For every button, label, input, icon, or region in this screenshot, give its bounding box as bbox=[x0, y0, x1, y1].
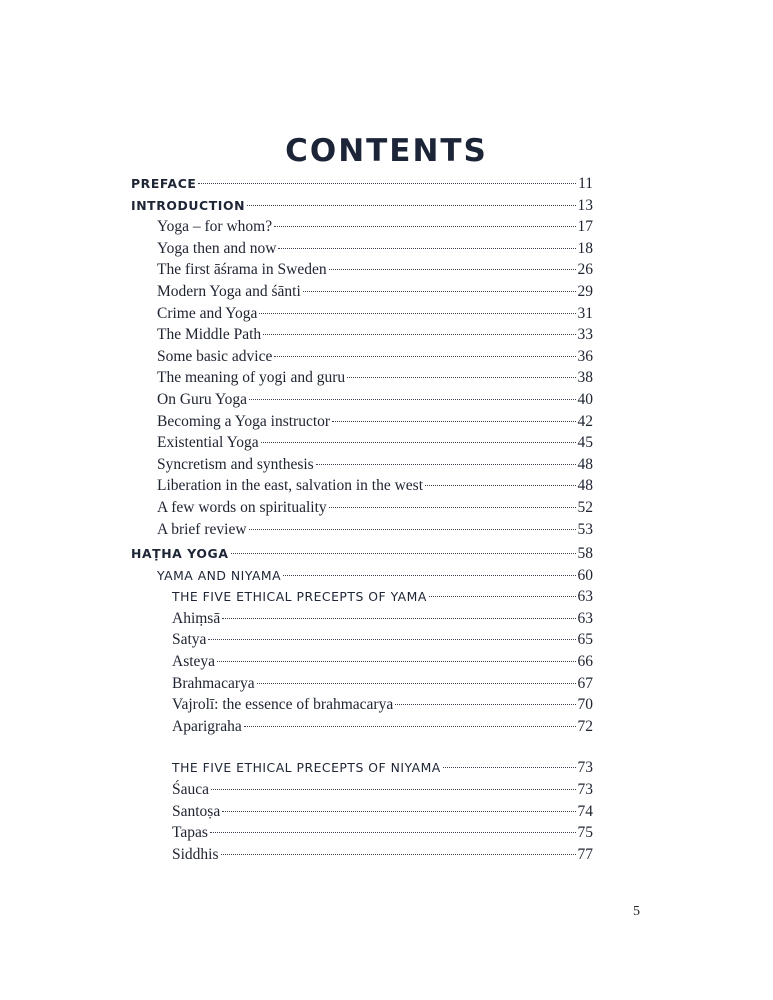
toc-entry bbox=[131, 346, 593, 368]
dot-leader bbox=[222, 811, 575, 812]
toc-entry-page: 48 bbox=[577, 477, 593, 495]
toc-entry-page: 74 bbox=[577, 802, 593, 820]
dot-leader bbox=[244, 726, 576, 727]
dot-leader bbox=[222, 618, 575, 619]
toc-entry bbox=[131, 497, 593, 519]
toc-entry bbox=[131, 303, 593, 325]
toc-entry bbox=[131, 822, 593, 844]
toc-entry-title: Śauca bbox=[172, 781, 210, 799]
toc-entry-title: Syncretism and synthesis bbox=[157, 455, 314, 473]
dot-leader bbox=[316, 464, 576, 465]
toc-entry-page: 31 bbox=[577, 304, 593, 322]
toc-entry-page: 40 bbox=[577, 390, 593, 408]
dot-leader bbox=[198, 183, 576, 184]
toc-entry bbox=[131, 454, 593, 476]
toc-entry bbox=[131, 173, 593, 195]
toc-entry-page: 17 bbox=[577, 218, 593, 236]
dot-leader bbox=[443, 767, 576, 768]
toc-entry-page: 73 bbox=[577, 759, 593, 777]
toc-entry-page: 73 bbox=[577, 781, 593, 799]
toc-entry-title: Aparigraha bbox=[172, 717, 242, 735]
toc-entry-title: Santoṣa bbox=[172, 802, 221, 820]
toc-entry-page: 75 bbox=[577, 824, 593, 842]
toc-entry bbox=[131, 238, 593, 260]
dot-leader bbox=[283, 575, 575, 576]
dot-leader bbox=[208, 639, 575, 640]
dot-leader bbox=[278, 248, 575, 249]
toc-entry-page: 66 bbox=[577, 653, 593, 671]
toc-entry-title: YAMA AND NIYAMA bbox=[157, 567, 282, 583]
toc-entry bbox=[131, 281, 593, 303]
toc-entry-title: HAṬHA YOGA bbox=[131, 546, 229, 562]
toc-entry bbox=[131, 475, 593, 497]
dot-leader bbox=[221, 854, 576, 855]
toc-entry-title: PREFACE bbox=[131, 176, 197, 191]
dot-leader bbox=[210, 832, 576, 833]
toc-entry-title: THE FIVE ETHICAL PRECEPTS OF NIYAMA bbox=[172, 760, 441, 776]
toc-entry bbox=[131, 432, 593, 454]
dot-leader bbox=[249, 529, 576, 530]
toc-entry-title: Siddhis bbox=[172, 845, 219, 863]
dot-leader bbox=[329, 269, 576, 270]
toc-entry-title: Vajrolī: the essence of brahmacarya bbox=[172, 696, 394, 714]
toc-entry-page: 13 bbox=[577, 196, 593, 214]
toc-entry bbox=[131, 608, 593, 630]
toc-entry-title: Satya bbox=[172, 631, 207, 649]
toc-entry-page: 29 bbox=[577, 282, 593, 300]
toc-entry-page: 58 bbox=[577, 545, 593, 563]
toc-entry bbox=[131, 519, 593, 541]
toc-entry-title: Modern Yoga and śānti bbox=[157, 282, 301, 300]
toc-entry-title: A few words on spirituality bbox=[157, 498, 327, 516]
toc-entry-page: 53 bbox=[577, 520, 593, 538]
toc-entry-page: 18 bbox=[577, 239, 593, 257]
toc-entry-page: 36 bbox=[577, 347, 593, 365]
toc-entry-title: Liberation in the east, salvation in the west bbox=[157, 477, 424, 495]
toc-entry bbox=[131, 411, 593, 433]
dot-leader bbox=[429, 596, 576, 597]
toc-entry-title: The Middle Path bbox=[157, 326, 262, 344]
toc-entry-page: 65 bbox=[577, 631, 593, 649]
toc-entry-page: 70 bbox=[577, 696, 593, 714]
dot-leader bbox=[211, 789, 575, 790]
dot-leader bbox=[425, 485, 575, 486]
toc-entry-title: Asteya bbox=[172, 653, 216, 671]
dot-leader bbox=[303, 291, 576, 292]
toc-entry bbox=[131, 694, 593, 716]
toc-entry bbox=[131, 629, 593, 651]
toc-entry-title: Yoga – for whom? bbox=[157, 218, 273, 236]
toc-entry bbox=[131, 389, 593, 411]
toc-entry bbox=[131, 586, 593, 608]
dot-leader bbox=[274, 226, 575, 227]
table-of-contents bbox=[131, 173, 593, 865]
toc-entry-page: 60 bbox=[577, 566, 593, 584]
dot-leader bbox=[329, 507, 576, 508]
dot-leader bbox=[347, 377, 575, 378]
toc-entry-page: 63 bbox=[577, 609, 593, 627]
toc-entry-page: 48 bbox=[577, 455, 593, 473]
toc-entry bbox=[131, 716, 593, 738]
toc-entry bbox=[131, 543, 593, 565]
dot-leader bbox=[263, 334, 575, 335]
dot-leader bbox=[395, 704, 575, 705]
dot-leader bbox=[257, 683, 576, 684]
toc-entry-title: Ahiṃsā bbox=[172, 609, 221, 627]
toc-entry bbox=[131, 324, 593, 346]
toc-entry-title: Tapas bbox=[172, 824, 208, 842]
toc-entry bbox=[131, 195, 593, 217]
toc-entry-page: 42 bbox=[577, 412, 593, 430]
toc-entry bbox=[131, 651, 593, 673]
toc-entry-title: The first āśrama in Sweden bbox=[157, 261, 327, 279]
toc-entry-page: 11 bbox=[578, 175, 593, 192]
toc-entry bbox=[131, 801, 593, 823]
toc-entry-title: A brief review bbox=[157, 520, 247, 538]
toc-entry-title: Brahmacarya bbox=[172, 674, 255, 692]
dot-leader bbox=[249, 399, 576, 400]
dot-leader bbox=[231, 553, 576, 554]
toc-entry-page: 38 bbox=[577, 369, 593, 387]
toc-entry-title: On Guru Yoga bbox=[157, 390, 247, 408]
toc-entry bbox=[131, 565, 593, 587]
dot-leader bbox=[259, 313, 575, 314]
toc-entry-title: Becoming a Yoga instructor bbox=[157, 412, 331, 430]
toc-entry-page: 52 bbox=[577, 498, 593, 516]
dot-leader bbox=[261, 442, 576, 443]
toc-entry bbox=[131, 216, 593, 238]
page-number: 5 bbox=[633, 904, 640, 919]
dot-leader bbox=[274, 356, 575, 357]
toc-entry bbox=[131, 367, 593, 389]
toc-entry-title: The meaning of yogi and guru bbox=[157, 369, 346, 387]
toc-entry bbox=[131, 779, 593, 801]
toc-entry-title: THE FIVE ETHICAL PRECEPTS OF YAMA bbox=[172, 589, 427, 605]
toc-entry-page: 77 bbox=[577, 845, 593, 863]
toc-entry bbox=[131, 673, 593, 695]
toc-entry-title: Existential Yoga bbox=[157, 434, 259, 452]
dot-leader bbox=[247, 205, 575, 206]
dot-leader bbox=[217, 661, 575, 662]
toc-entry-title: Crime and Yoga bbox=[157, 304, 258, 322]
toc-entry-page: 33 bbox=[577, 326, 593, 344]
toc-entry-page: 67 bbox=[577, 674, 593, 692]
toc-entry-title: Some basic advice bbox=[157, 347, 273, 365]
page-title: CONTENTS bbox=[285, 132, 488, 169]
toc-entry-title: INTRODUCTION bbox=[131, 197, 246, 213]
toc-entry-title: Yoga then and now bbox=[157, 239, 277, 257]
toc-entry bbox=[131, 757, 593, 779]
toc-entry bbox=[131, 259, 593, 281]
toc-entry-page: 45 bbox=[577, 434, 593, 452]
toc-entry-page: 72 bbox=[577, 717, 593, 735]
dot-leader bbox=[332, 421, 575, 422]
toc-entry bbox=[131, 844, 593, 866]
toc-entry-page: 26 bbox=[577, 261, 593, 279]
toc-entry-page: 63 bbox=[577, 588, 593, 606]
